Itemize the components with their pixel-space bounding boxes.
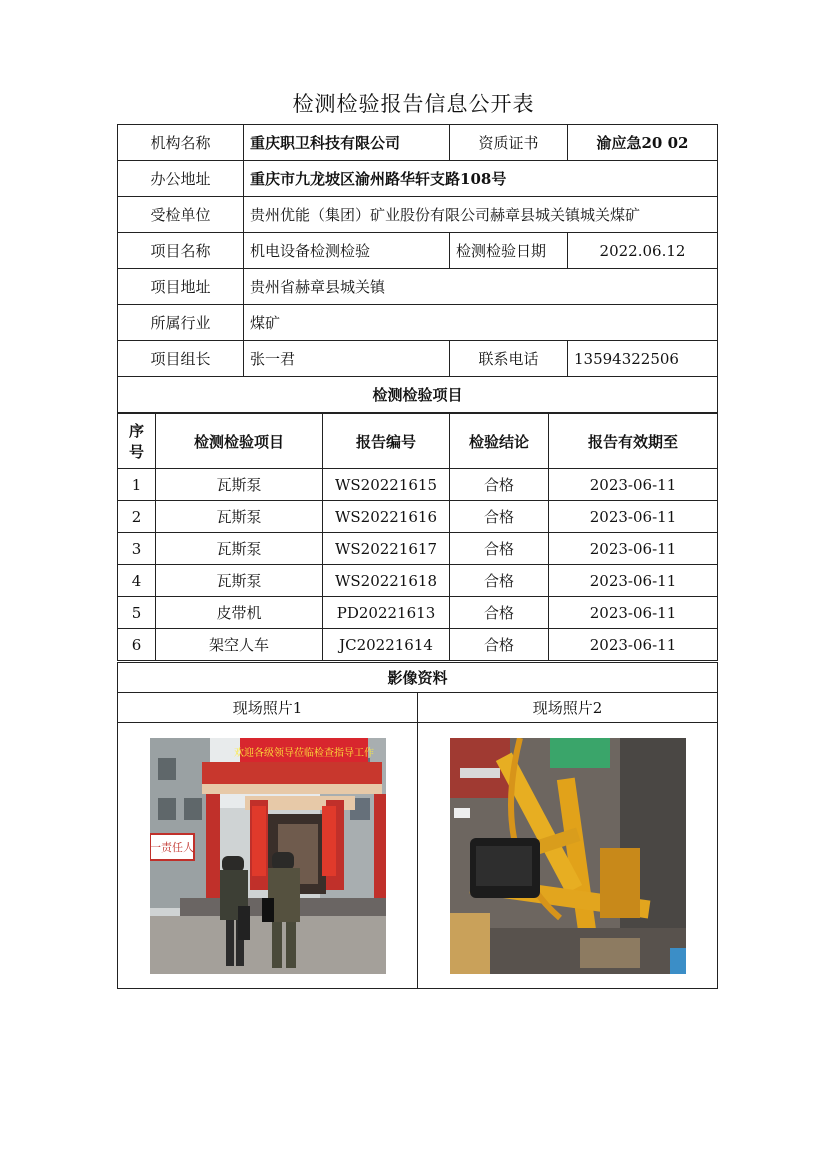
item-name: 瓦斯泵 xyxy=(156,533,323,565)
cert-value: 渝应急20 02 xyxy=(568,125,718,161)
report-no-header: 报告编号 xyxy=(323,414,450,469)
industry-value: 煤矿 xyxy=(244,305,718,341)
phone-value: 13594322506 xyxy=(568,341,718,377)
org-label: 机构名称 xyxy=(118,125,244,161)
item-valid-until: 2023-06-11 xyxy=(549,501,718,533)
seq-header-line2: 号 xyxy=(128,443,144,461)
photo2-cell xyxy=(418,723,718,989)
item-conclusion: 合格 xyxy=(450,501,549,533)
items-section-row xyxy=(118,377,718,413)
items-header-row xyxy=(118,414,718,469)
info-row-address xyxy=(118,269,718,305)
photo1-label: 现场照片1 xyxy=(118,693,418,723)
info-row-project xyxy=(118,233,718,269)
table-row xyxy=(118,533,718,565)
item-report-no: WS20221615 xyxy=(323,469,450,501)
item-header: 检测检验项目 xyxy=(156,414,323,469)
photos-section-row xyxy=(118,663,718,693)
table-row xyxy=(118,597,718,629)
item-seq: 5 xyxy=(118,597,156,629)
item-valid-until: 2023-06-11 xyxy=(549,533,718,565)
photos-section-title: 影像资料 xyxy=(118,663,718,693)
item-seq: 1 xyxy=(118,469,156,501)
table-row xyxy=(118,469,718,501)
document-title: 检测检验报告信息公开表 xyxy=(292,92,535,116)
org-value: 重庆职卫科技有限公司 xyxy=(244,125,450,161)
item-conclusion: 合格 xyxy=(450,533,549,565)
seq-header-line1: 序 xyxy=(128,422,144,440)
info-row-office xyxy=(118,161,718,197)
info-row-leader xyxy=(118,341,718,377)
item-seq: 2 xyxy=(118,501,156,533)
items-table xyxy=(117,413,718,661)
item-name: 架空人车 xyxy=(156,629,323,661)
address-label: 项目地址 xyxy=(118,269,244,305)
signage-banner-text: 欢迎各级领导莅临检查指导工作 xyxy=(233,747,374,759)
info-row-unit xyxy=(118,197,718,233)
item-conclusion: 合格 xyxy=(450,565,549,597)
office-label: 办公地址 xyxy=(118,161,244,197)
leader-value: 张一君 xyxy=(244,341,450,377)
item-valid-until: 2023-06-11 xyxy=(549,469,718,501)
item-name: 瓦斯泵 xyxy=(156,565,323,597)
item-seq: 6 xyxy=(118,629,156,661)
table-row xyxy=(118,501,718,533)
photo-table xyxy=(117,662,718,989)
item-report-no: WS20221617 xyxy=(323,533,450,565)
valid-until-header: 报告有效期至 xyxy=(549,414,718,469)
project-label: 项目名称 xyxy=(118,233,244,269)
items-section-title: 检测检验项目 xyxy=(118,377,718,413)
item-name: 皮带机 xyxy=(156,597,323,629)
info-row-org xyxy=(118,125,718,161)
seq-header xyxy=(118,414,156,469)
item-report-no: WS20221616 xyxy=(323,501,450,533)
item-name: 瓦斯泵 xyxy=(156,501,323,533)
project-value: 机电设备检测检验 xyxy=(244,233,450,269)
photo1-cell xyxy=(118,723,418,989)
item-report-no: PD20221613 xyxy=(323,597,450,629)
item-valid-until: 2023-06-11 xyxy=(549,629,718,661)
industry-label: 所属行业 xyxy=(118,305,244,341)
photo-label-row xyxy=(118,693,718,723)
info-row-industry xyxy=(118,305,718,341)
phone-label: 联系电话 xyxy=(450,341,568,377)
leader-label: 项目组长 xyxy=(118,341,244,377)
item-conclusion: 合格 xyxy=(450,469,549,501)
site-photo-2 xyxy=(450,738,686,974)
conclusion-header: 检验结论 xyxy=(450,414,549,469)
item-conclusion: 合格 xyxy=(450,629,549,661)
site-photo-1 xyxy=(150,738,386,974)
office-value: 重庆市九龙坡区渝州路华轩支路108号 xyxy=(244,161,718,197)
photo2-label: 现场照片2 xyxy=(418,693,718,723)
cert-label: 资质证书 xyxy=(450,125,568,161)
info-table xyxy=(117,124,718,413)
item-valid-until: 2023-06-11 xyxy=(549,565,718,597)
item-seq: 4 xyxy=(118,565,156,597)
table-row xyxy=(118,565,718,597)
item-name: 瓦斯泵 xyxy=(156,469,323,501)
item-conclusion: 合格 xyxy=(450,597,549,629)
side-sign-text: 一责任人 xyxy=(149,840,194,854)
address-value: 贵州省赫章县城关镇 xyxy=(244,269,718,305)
table-row xyxy=(118,629,718,661)
item-seq: 3 xyxy=(118,533,156,565)
photo-row xyxy=(118,723,718,989)
date-label: 检测检验日期 xyxy=(450,233,568,269)
item-valid-until: 2023-06-11 xyxy=(549,597,718,629)
date-value: 2022.06.12 xyxy=(568,233,718,269)
unit-value: 贵州优能（集团）矿业股份有限公司赫章县城关镇城关煤矿 xyxy=(244,197,718,233)
item-report-no: WS20221618 xyxy=(323,565,450,597)
unit-label: 受检单位 xyxy=(118,197,244,233)
item-report-no: JC20221614 xyxy=(323,629,450,661)
